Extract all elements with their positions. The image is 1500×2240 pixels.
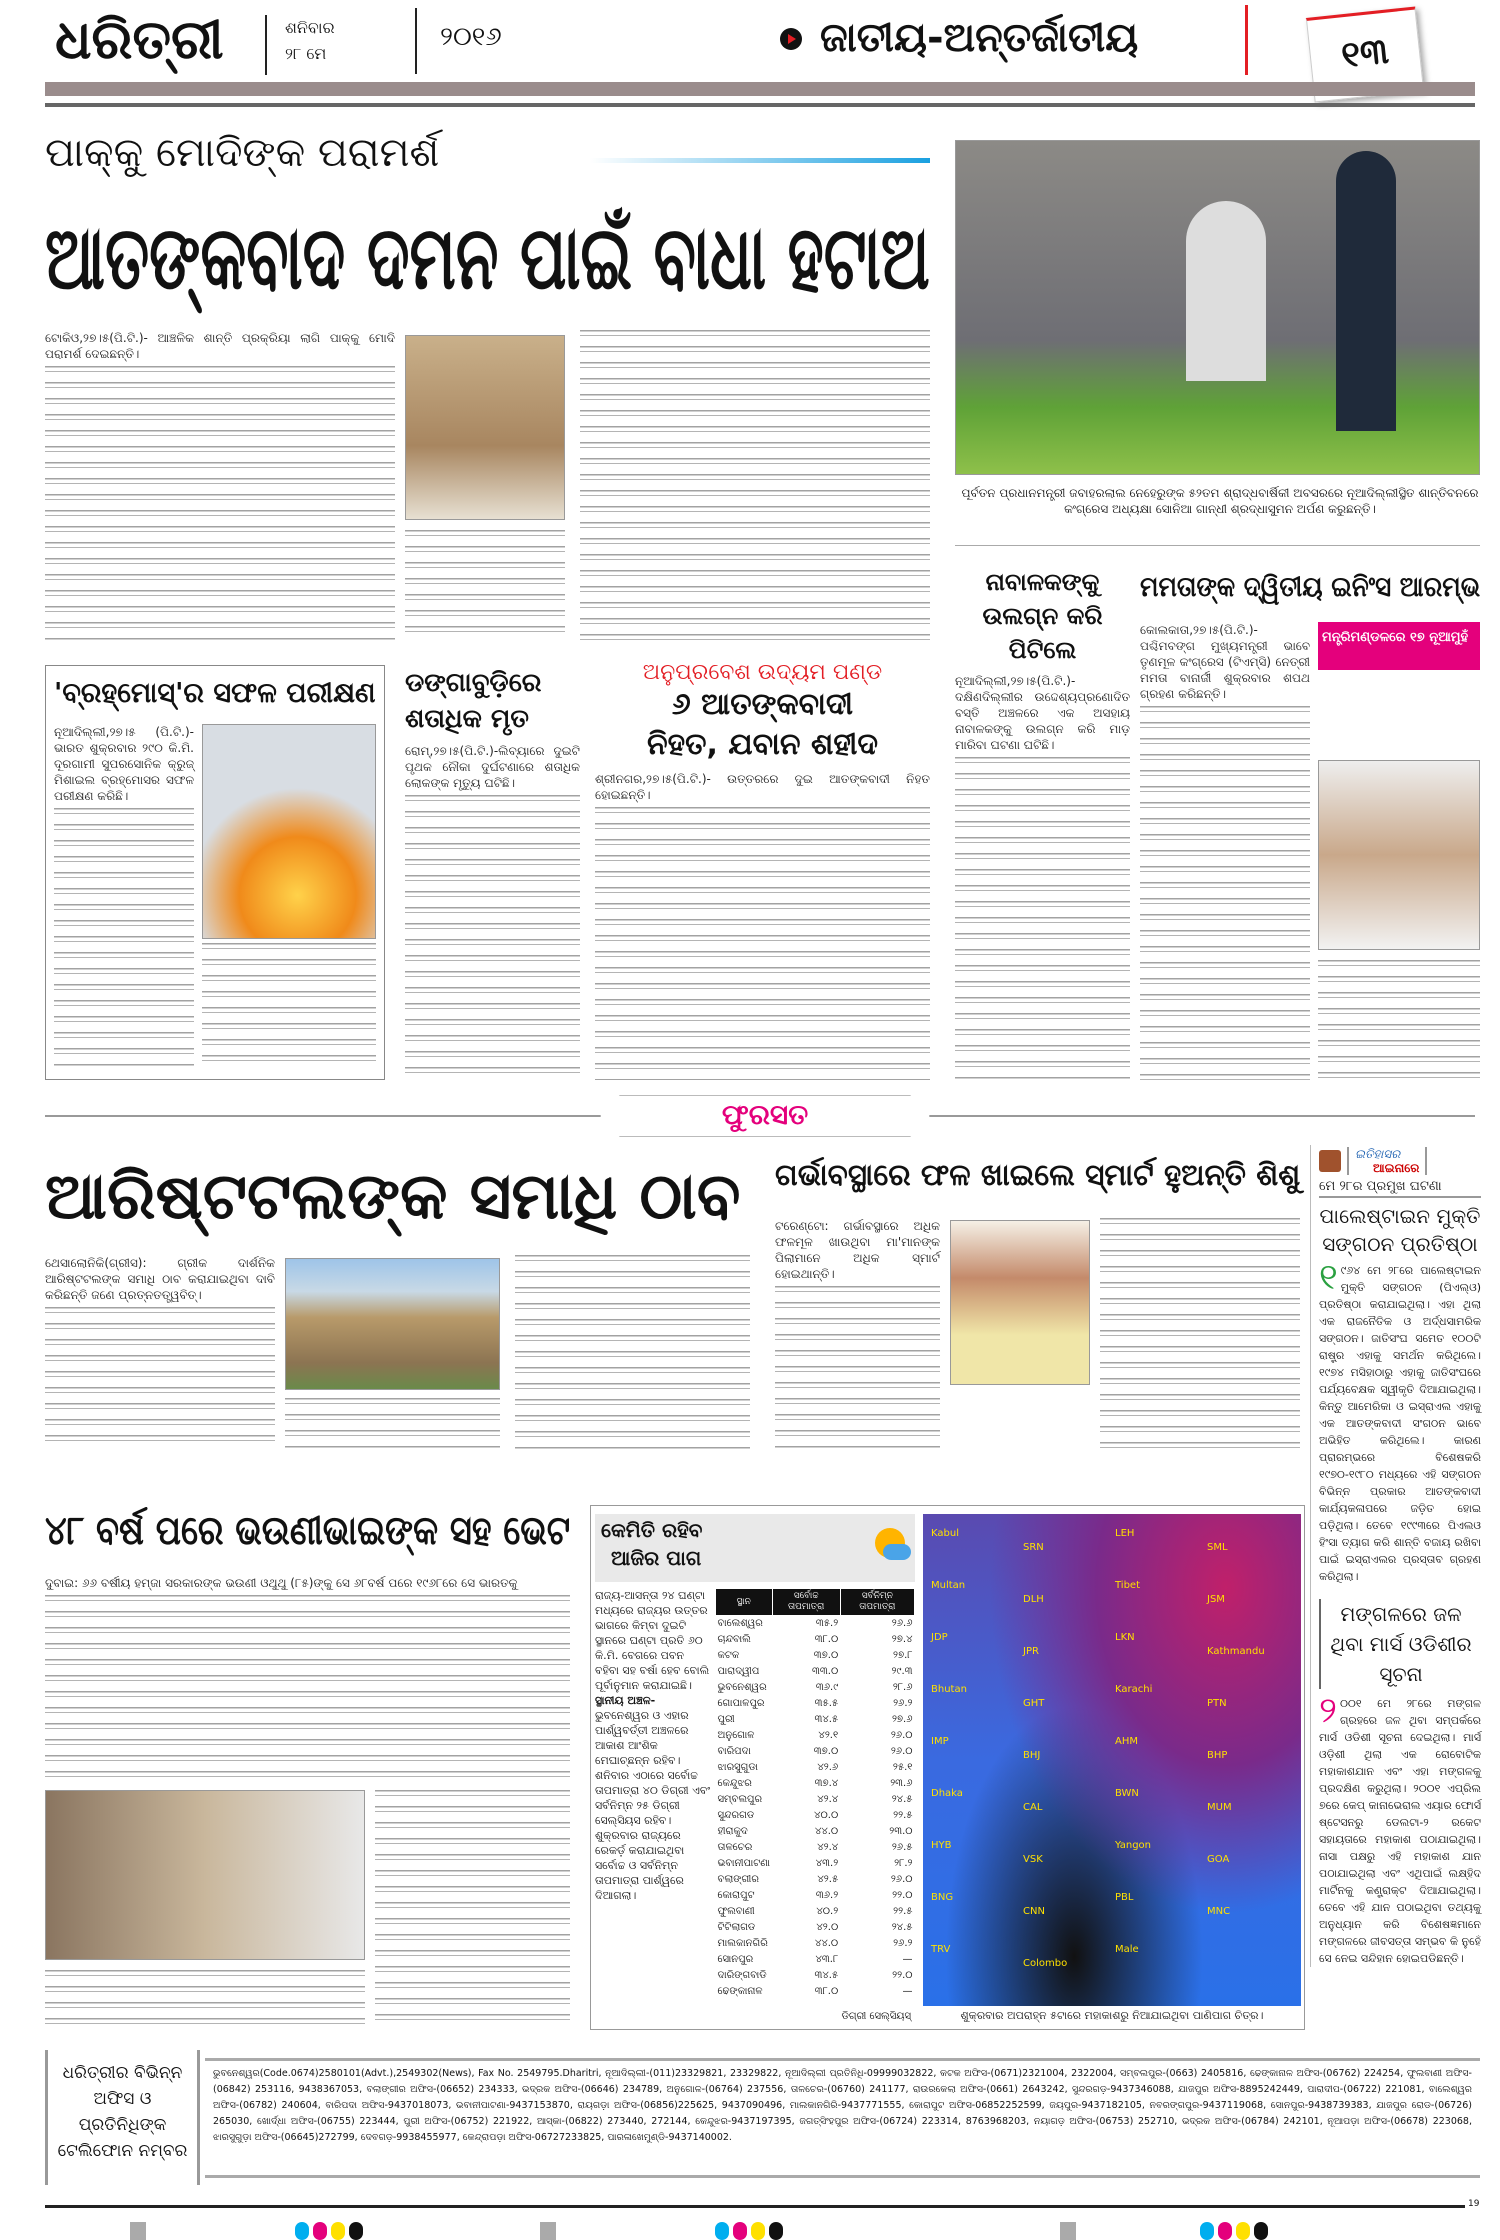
table-cell: ୨୯.୩ [891,1665,913,1677]
table-cell: ୨୨.୦ [892,1889,913,1901]
table-cell: ମାଲକାନଗିରି [717,1937,768,1949]
table-row [716,1696,915,1712]
table-cell: ୪୦.୨ [816,1905,839,1917]
satellite-map [923,1514,1301,2006]
ruins-photo [285,1258,500,1390]
table-row [716,1744,915,1760]
table-header: ସର୍ବୋଚ୍ଚ ତାପମାତ୍ରା [772,1589,840,1616]
map-label: DLH [1023,1594,1044,1605]
registration-mark [1060,2222,1076,2240]
table-cell: ୩୮.୦ [814,1985,839,1997]
table-cell: ଗୋପାଳପୁର [717,1697,765,1709]
table-cell: ପୁରୀ [717,1713,735,1725]
mamata-headline-box [1140,570,1480,604]
map-label: LEH [1115,1528,1135,1539]
dhenkanal-headline: ଡଙ୍ଗାବୁଡ଼ିରେ ଶତାଧିକ ମୃତ [405,668,542,734]
map-label: CAL [1023,1802,1043,1813]
minor-headline: ନାବାଳକଙ୍କୁ ଉଲଗ୍ନ କରି ପିଟିଲେ [982,568,1103,664]
aristotle-headline: ଆରିଷ୍ଟଟଲଙ୍କ ସମାଧି ଠାବ [45,1160,741,1234]
pregnant-woman-photo [950,1220,1090,1385]
table-row [716,1648,915,1664]
table-cell: ବଲାଙ୍ଗୀର [717,1873,759,1885]
registration-mark [540,2222,556,2240]
forecast-state: ରାଜ୍ୟ-ଆସନ୍ତା ୨୪ ଘଣ୍ଟା ମଧ୍ୟରେ ରାଜ୍ୟର ଉତ୍ତର ଭାଗରେ କିମ୍ବା ଦୁଇଟି ସ୍ଥାନରେ ଘଣ୍ଟା ପ୍ରତି ୬୦ କି.ମି. ବେଗରେ ପବନ ବହିବା ସହ ବର୍ଷା ହେବ ବୋଲି ପୂର୍ବାନୁମାନ କରାଯାଇଛି। [595,1589,710,1692]
table-cell: ୨୨.୦ [892,1969,913,1981]
table-cell: ସୋନପୁର [717,1953,754,1965]
dropcap: ୧ [1319,1257,1338,1298]
missile-photo [202,724,376,939]
table-cell: ସୁନ୍ଦରଗଡ [717,1809,755,1821]
map-label: Kabul [931,1528,959,1539]
table-cell: ୪୨.୪ [817,1793,839,1805]
divider [955,545,1480,546]
map-label: Multan [931,1580,966,1591]
map-label: JDP [931,1632,948,1643]
table-row [716,1776,915,1792]
color-mark [295,2222,309,2240]
article-column [54,724,194,1069]
table-cell: ୪୨.୧ [818,1729,839,1741]
article-lead: ଥେସାଲୋନିକି(ଗ୍ରୀସ): ଗ୍ରୀକ ଦାର୍ଶନିକ ଆରିଷ୍ଟଟଲଙ୍କ ସମାଧି ଠାବ କରାଯାଇଥିବା ଦାବି କରିଛନ୍ତି ଜଣେ ପ୍ରତ୍ନତତ୍ତ୍ୱବିତ୍। [45,1256,275,1302]
unit-label: ଡିଗ୍ରୀ ସେଲ୍‌ସିୟସ୍ [841,2011,911,2022]
table-cell: ୩୫.୫ [814,1697,839,1709]
table-cell: ୨୬.୫ [891,1841,913,1853]
page-number: ୧୩ [1339,30,1391,77]
table-cell: ୨୬.୨ [893,1937,913,1949]
article-body [405,530,565,640]
brahmos-content [54,724,376,1069]
article-body [515,1255,750,1450]
map-label: AHM [1115,1736,1138,1747]
article-body [45,1595,570,1780]
logo-text: ଇତିହାସର [1355,1147,1401,1161]
map-label: BHP [1207,1750,1228,1761]
map-label: Tibet [1115,1580,1140,1591]
sonia-gandhi-photo [955,140,1480,475]
registration-mark [130,2222,146,2240]
table-row [716,1856,915,1872]
day: ଶନିବାର [285,18,335,37]
article-column [45,1255,275,1450]
mars-headline: ମଙ୍ଗଳରେ ଜଳ ଥିବା ମାର୍ସ ଓଡିଶୀର ସୂଚନା [1319,1599,1481,1689]
table-row [716,1728,915,1744]
forecast-text [595,1588,711,1903]
pregnancy-headline: ଗର୍ଭାବସ୍ଥାରେ ଫଳ ଖାଇଲେ ସ୍ମାର୍ଟ ହୁଅନ୍ତି ଶିଶୁ [775,1158,1301,1193]
dhenkanal-column [405,665,580,1080]
weather-title: କେମିତି ରହିବ [601,1518,703,1542]
forecast-local: ଭୁବନେଶ୍ୱର ଓ ଏହାର ପାର୍ଶ୍ୱବର୍ତ୍ତୀ ଅଞ୍ଚଳରେ ଆକାଶ ଆଂଶିକ ମେଘାଚ୍ଛନ୍ନ ରହିବ। ଶନିବାର ଏଠାରେ ସର୍ବୋଚ୍ଚ ତାପମାତ୍ରା ୪୦ ଡିଗ୍ରୀ ଏବଂ ସର୍ବନିମ୍ନ ୨୫ ଡିଗ୍ରୀ ସେଲ୍‌ସିୟସ ରହିବ। ଶୁକ୍ରବାର ରାଜ୍ୟରେ ରେକର୍ଡ଼ କରାଯାଇଥିବା ସର୍ବୋଚ୍ଚ ଓ ସର୍ବନିମ୍ନ ତାପମାତ୍ରା ପାର୍ଶ୍ୱରେ ଦିଆଗଲା। [595,1709,711,1902]
table-cell: ୨୬.୦ [890,1745,913,1757]
map-label: Colombo [1023,1958,1068,1969]
color-mark [1218,2222,1232,2240]
article-body [285,1398,500,1450]
masthead-rule [45,103,1475,107]
map-label: Kathmandu [1207,1646,1265,1657]
bullet-icon [780,28,802,50]
table-cell: ୩୪.୫ [814,1713,839,1725]
brahmos-headline-box [54,676,376,716]
article-lead: ଦୁବାଇ: ୬୬ ବର୍ଷୀୟ ହମ୍‌ଜା ସରକାରଙ୍କ ଭଉଣୀ ଓଥୁଥୁ (୮୫)ଙ୍କୁ ସେ ୬୮ବର୍ଷ ପରେ ୧୯୬୮ରେ ସେ ଭାରତକୁ [45,1576,518,1590]
headline-box [45,205,930,310]
mamata-badge: ମନ୍ତ୍ରିମଣ୍ଡଳରେ ୧୭ ନୂଆମୁହଁ [1318,622,1480,670]
article-body [45,1970,365,2030]
color-mark [1236,2222,1250,2240]
top-story-kicker: ପାକ୍‌କୁ ମୋଦିଙ୍କ ପରାମର୍ଶ [45,130,440,176]
map-label: GOA [1207,1854,1230,1865]
table-cell: ୪୨.୬ [817,1761,839,1773]
divider [415,8,417,74]
minor-column [955,565,1130,1080]
table-cell: ୨୮.୨ [894,1857,913,1869]
table-cell: — [902,1953,913,1965]
table-row [716,1984,915,2000]
table-cell: ଫୁଲବାଣୀ [717,1905,755,1917]
history-body-wrap [1319,1257,1481,1585]
weather-box [590,1505,1305,2030]
footer-label-box [45,2050,200,2185]
article-lead: କୋଲକାତା,୨୭।୫(ପି.ଟି.)- ପଶ୍ଚିମବଙ୍ଗ ମୁଖ୍ୟମନ୍ତ୍ରୀ ଭାବେ ତୃଣମୂଳ କଂଗ୍ରେସ (ଟିଏମ୍‌ସି) ନେତ୍ରୀ ମମତା ବାନାର୍ଜୀ ଶୁକ୍ରବାର ଶପଥ ଗ୍ରହଣ କରିଛନ୍ତି। [1140,623,1310,701]
article-body [1140,706,1310,1080]
table-cell: ୪୩.୨ [815,1857,839,1869]
mamata-column [1140,622,1310,1080]
kicker-rule [590,158,930,163]
table-row [716,1968,915,1984]
mars-body: ୦୦୧ ମେ ୨୮ରେ ମଙ୍ଗଳ ଗ୍ରହରେ ଜଳ ଥିବା ସମ୍ପର୍କରେ ମାର୍ସ ଓଡିଶୀ ସୂଚନା ଦେଇଥିଲା। ମାର୍ସ ଓଡ଼ିଶୀ ଥିଲା ଏକ ରୋବୋଟିକ ମହାକାଶଯାନ ଏବଂ ଏହା ମଙ୍ଗଳକୁ ପ୍ରଦକ୍ଷିଣ କରୁଥିଲା। ୨୦୦୧ ଏପ୍ରିଲ ୭ରେ କେପ୍ କାନାଭେରାଲ ଏୟାର ଫୋର୍ସ ଷ୍ଟେସନରୁ ଡେଲଟା-୨ ରକେଟ ସହାୟତାରେ ମହାକାଶ ପଠାଯାଇଥିଲା। ନାସା ପକ୍ଷରୁ ଏହି ମହାକାଶ ଯାନ ପଠାଯାଇଥିଲା ଏବଂ ଏଥିପାଇଁ ଲକ୍ଷ୍ହିଦ ମାର୍ଟିନକୁ କଣ୍ଟ୍ରାକ୍ଟ ଦିଆଯାଇଥିଲା। ତେବେ ଏହି ଯାନ ପଠାଇଥିବା ତଥ୍ୟକୁ ଅନୁଧ୍ୟାନ କରି ବିଶେଷଜ୍ଞମାନେ ମଙ୍ଗଳରେ ଜୀବସତ୍ତା ସମ୍ଭବ କି ନୁହେଁ ସେ ନେଇ ସନ୍ଦିହାନ ହୋଇପଡିଛନ୍ତି। [1319,1697,1482,1965]
article-body [45,1307,275,1450]
sun-cloud-icon [875,1528,905,1558]
map-label: Yangon [1115,1840,1152,1851]
infiltration-kicker: ଅନୁପ୍ରବେଶ ଉଦ୍ୟମ ପଣ୍ଡ [642,660,883,685]
table-row [716,1760,915,1776]
map-label: IMP [931,1736,949,1747]
table-cell: କେନ୍ଦୁଝର [717,1777,752,1789]
color-mark [349,2222,363,2240]
article-lead: ନୂଆଦିଲ୍ଲୀ,୨୭।୫ (ପି.ଟି.)- ଭାରତ ଶୁକ୍ରବାର ୨୯୦ କି.ମି. ଦୂରଗାମୀ ସୁପରସୋନିକ କ୍ରୁଜ୍ ମିଶାଇଲ ବ୍ରହ୍ମୋସର ସଫଳ ପରୀକ୍ଷଣ କରିଛି। [54,725,194,803]
brahmos-right [202,724,376,1069]
table-cell: ୨୭.୮ [893,1649,913,1661]
table-cell: — [902,1985,913,1997]
table-cell: ୩୬.୨ [815,1889,839,1901]
footer-label: ଧରିତ୍ରୀର ବିଭିନ୍ନ ଅଫିସ ଓ ପ୍ରତିନିଧିଙ୍କ ଟେଲିଫୋନ ନମ୍ବର [57,2063,188,2161]
table-cell: ୨୬.୦ [890,1729,913,1741]
reunion-headline-box [45,1508,570,1554]
reunion-headline: ୪୮ ବର୍ଷ ପରେ ଭଉଣୀଭାଇଙ୍କ ସହ ଭେଟ [45,1508,571,1554]
article-lead: ନୂଆଦିଲ୍ଲୀ,୨୭।୫(ପି.ଟି.)- ଦକ୍ଷିଣଦିଲ୍ଲୀର ଉଦ୍ଦେଶ୍ୟପ୍ରଣୋଦିତ ବସ୍ତି ଅଞ୍ଚଳରେ ଏକ ଅସହାୟ ନାବାଳକଙ୍କୁ ଉଲଗ୍ନ କରି ମାଡ଼ ମାରିବା ଘଟଣା ଘଟିଛି। [955,674,1130,752]
table-row [716,1792,915,1808]
article-body [775,1286,940,1450]
table-row [716,1920,915,1936]
map-label: PBL [1115,1892,1134,1903]
article-column [775,1218,940,1450]
history-body: ୯୬୪ ମେ ୨୮ରେ ପାଲେଷ୍ଟାଇନ ମୁକ୍ତି ସଙ୍ଗଠନ (ପିଏଲ୍‌ଓ) ପ୍ରତିଷ୍ଠା କରାଯାଇଥିଲା। ଏହା ଥିଲା ଏକ ରାଜନୈତିକ ଓ ଅର୍ଦ୍ଧସାମରିକ ସଙ୍ଗଠନ। ଜାତିସଂଘ ସମେତ ୧୦୦ଟି ରାଷ୍ଟ୍ର ଏହାକୁ ସମର୍ଥନ କରିଥିଲେ। ୧୯୭୪ ମସିହାଠାରୁ ଏହାକୁ ଜାତିସଂଘରେ ପର୍ଯ୍ୟବେକ୍ଷକ ସ୍ୱୀକୃତି ଦିଆଯାଇଥିଲା। କିନ୍ତୁ ଆମେରିକା ଓ ଇସ୍ରାଏଲ ଏହାକୁ ଏକ ଆତଙ୍କବାଦୀ ସଂଗଠନ ଭାବେ ଅଭିହିତ କରିଥିଲେ। କାରଣ ପ୍ରାରମ୍ଭରେ ବିଶେଷକରି ୧୯୭୦-୧୯୮୦ ମଧ୍ୟରେ ଏହି ସଙ୍ଗଠନ ବିଭିନ୍ନ ପ୍ରକାର ଆତଙ୍କବାଦୀ କାର୍ଯ୍ୟକଳାପରେ ଜଡ଼ିତ ହୋଇ ପଡ଼ିଥିଲା। ତେବେ ୧୯୯୩ରେ ପିଏଲଓ ହିଂସା ତ୍ୟାଗ କରି ଶାନ୍ତି ବଜାୟ ରଖିବା ପାଇଁ ଇସ୍ରାଏଲର ପ୍ରସ୍ତାବ ଗ୍ରହଣ କରିଥିଲା। [1319,1264,1481,1583]
mamata-headline: ମମତାଙ୍କ ଦ୍ୱିତୀୟ ଇନିଂସ ଆରମ୍ଭ [1140,570,1481,603]
year: ୨୦୧୬ [440,22,502,52]
table-cell: ୩୭.୦ [813,1745,839,1757]
table-row [716,1952,915,1968]
table-header: ସ୍ଥାନ [716,1589,773,1616]
table-row [716,1808,915,1824]
map-label: Karachi [1115,1684,1153,1695]
color-mark [331,2222,345,2240]
color-mark [313,2222,327,2240]
divider [1245,5,1248,75]
books-icon [1319,1150,1341,1172]
table-row [716,1712,915,1728]
weather-title-panel [595,1514,915,1582]
infiltration-headline: ନିହତ, ଯବାନ ଶହୀଦ [646,727,879,762]
history-logo [1347,1147,1427,1175]
color-mark [733,2222,747,2240]
history-subtitle: ମେ ୨୮ର ପ୍ରମୁଖ ଘଟଣା [1319,1177,1481,1198]
mars-body-wrap [1319,1690,1482,1967]
article-column [45,1575,570,1780]
table-row [716,1616,915,1632]
table-cell: ଟିଟିଲାଗଡ [717,1921,756,1933]
article-lead: ଶ୍ରୀନଗର,୨୭।୫(ପି.ଟି.)- ଉତ୍ତରରେ ଦୁଇ ଆତଙ୍କବାଦୀ ନିହତ ହୋଇଛନ୍ତି। [595,772,930,802]
color-mark [715,2222,729,2240]
paper-name-box [55,8,255,72]
photo-caption: ପୂର୍ବତନ ପ୍ରଧାନମନ୍ତ୍ରୀ ଜବାହରଲାଲ ନେହେରୁଙ୍କ ୫୨ତମ ଶ୍ରାଦ୍ଧବାର୍ଷିକୀ ଅବସରରେ ନୂଆଦିଲ୍ଲୀସ୍ଥିତ ଶାନ୍ତିବନରେ କଂଗ୍ରେସ ଅଧ୍ୟକ୍ଷା ସୋନିଆ ଗାନ୍ଧୀ ଶ୍ରଦ୍ଧାସୁମନ ଅର୍ପଣ କରୁଛନ୍ତି। [961,486,1479,516]
map-label: SRN [1023,1542,1044,1553]
divider [265,15,267,75]
table-row [716,1888,915,1904]
map-label: VSK [1023,1854,1043,1865]
section-title: ଜାତୀୟ-ଅନ୍ତର୍ଜାତୀୟ [820,15,1139,61]
table-cell: ୪୩.୮ [815,1953,839,1965]
local-label: ସ୍ଥାନୀୟ ଅଞ୍ଚଳ- [595,1694,656,1707]
bottom-rule [45,2205,1465,2208]
table-cell: ବାରିପଦା [717,1745,751,1757]
color-mark [769,2222,783,2240]
map-label: TRV [931,1944,951,1955]
infiltration-column [595,660,930,1080]
table-row [716,1936,915,1952]
table-row [716,1664,915,1680]
map-label: CNN [1023,1906,1045,1917]
map-label: BWN [1115,1788,1139,1799]
section-band-label: ଫୁରସତ [721,1098,809,1131]
date: ୨୮ ମେ [285,44,327,63]
map-caption: ଶୁକ୍ରବାର ଅପରାହ୍ନ ୫ଟାରେ ମହାକାଶରୁ ନିଆଯାଇଥିବା ପାଣିପାଗ ଚିତ୍ର। [960,2009,1264,2022]
table-cell: ହୀରାକୁଦ [717,1825,748,1837]
table-cell: ଅନୁଗୋଳ [717,1729,755,1741]
table-cell: କଟକ [717,1649,740,1661]
table-cell: ୪୨.୦ [816,1921,839,1933]
table-cell: ୩୭.୪ [814,1777,839,1789]
article-body [580,330,930,640]
article-body [405,795,580,1080]
top-story-headline: ଆତଙ୍କବାଦ ଦମନ ପାଇଁ ବାଧା ହଟାଅ [45,206,930,309]
article-body [955,757,1130,1080]
map-label: MNC [1207,1906,1231,1917]
table-cell: ଭୁବନେଶ୍ୱର [717,1681,767,1693]
map-label: MUM [1207,1802,1232,1813]
table-cell: ୨୫.୧ [892,1761,913,1773]
map-label: JPR [1023,1646,1039,1657]
article-body [54,808,194,1069]
map-label: Male [1115,1944,1139,1955]
table-cell: କୋରାପୁଟ [717,1889,755,1901]
table-row [716,1680,915,1696]
map-label: SML [1207,1542,1228,1553]
table-cell: ୨୨.୫ [893,1809,913,1821]
color-mark [1254,2222,1268,2240]
article-lead: ଟୋକିଓ,୨୭।୫(ପି.ଟି.)- ଆଞ୍ଚଳିକ ଶାନ୍ତି ପ୍ରକ୍ରିୟା ଲାଗି ପାକ୍‌କୁ ମୋଦି ପରାମର୍ଶ ଦେଇଛନ୍ତି। [45,331,395,361]
table-cell: ୩୮.୦ [814,1633,839,1645]
table-cell: ୨୨.୫ [893,1905,913,1917]
table-cell: ୩୭.୦ [813,1649,839,1661]
pregnancy-headline-box [775,1158,1300,1193]
map-label: BNG [931,1892,954,1903]
table-cell: ୨୮.୬ [892,1681,913,1693]
table-cell: ୩୬.୯ [815,1681,839,1693]
footer-text: ଭୁବନେଶ୍ୱର(Code.0674)2580101(Advt.),2549302(News), Fax No. 2549795.Dharitri, ନୂଆଦିଲ୍ଲୀ-(011)23329821, 23329822, ନୂଆଦିଲ୍ଲୀ ପ୍ରତିନିଧି-09999032822, କଟକ ଅଫିସ-(0671)2321004, 2322004, ସମ୍ବଲପୁର-(0663) 2405816, ଢେଙ୍କାନାଳ ଅଫିସ-(06762) 224254, ଫୁଲବାଣୀ ଅଫିସ-(06842) 253116, 9438367053, ବଲାଙ୍ଗୀର ଅଫିସ-(06652) 234333, ଭଦ୍ରକ ଅଫିସ-(06646) 234789, ଅନୁଗୋଳ-(06764) 237556, ତାଳଚେର-(06760) 241177, ରାଉରକେଲା ଅଫିସ-(0661) 2643242, ସୁନ୍ଦରଗଡ଼-9437346088, ଯାଜପୁର ଅଫିସ-8895242449, ପାରାଦୀପ-(06722) 221081, ବାଲେଶ୍ୱର ଅଫିସ-(06782) 240604, ବାରିପଦା ଅଫିସ-9437018073, ଭବାନୀପାଟଣା-9437153870, ରାୟଗଡ଼ା ଅଫିସ-(06856)225625, 9437090496, ମାଲକାନଗିରି-9437771555, କୋରାପୁଟ ଅଫିସ-06852252599, ଜୟପୁର-9437182105, ନବରଙ୍ଗପୁର-9437119068, ସୋନପୁର-9438739383, ଯାଜପୁର ରୋଡ-(06726) 265030, ଖୋର୍ଦ୍ଧା ଅଫିସ-(06755) 223444, ପୁରୀ ଅଫିସ-(06752) 221922, ଆସ୍କା-(06822) 273440, 272144, କେନ୍ଦୁଝର-9437197395, ଜଗତ୍‌ସିଂହପୁର ଅଫିସ-(06724) 223314, 8763968203, ନୟାଗଡ଼ ଅଫିସ-(06753) 252710, ଭଦ୍ରକ ଅଫିସ-(06784) 242101, ନୂଆପଡ଼ା ଅଫିସ-(06678) 223068, ଝାରସୁଗୁଡ଼ା ଅଫିସ-(06645)272799, ଦେବଗଡ଼-9938455977, କେନ୍ଦ୍ରାପଡ଼ା ଅଫିସ-06727233825, ପାରଳାଖେମୁଣ୍ଡି-9437140002. [213,2068,1472,2143]
table-cell: ଝାରସୁଗୁଡା [717,1761,759,1773]
aristotle-headline-box [45,1160,750,1234]
article-lead: ଟରେଣ୍ଟୋ: ଗର୍ଭାବସ୍ଥାରେ ଅଧିକ ଫଳମୂଳ ଖାଉଥିବା ମା'ମାନଙ୍କ ପିଲାମାନେ ଅଧିକ ସ୍ମାର୍ଟ ହୋଇଥାନ୍ତି। [775,1219,940,1281]
table-row [716,1840,915,1856]
map-label: HYB [931,1840,952,1851]
reunion-photo [45,1790,365,1960]
map-label: BHJ [1023,1750,1041,1761]
mamata-photo [1318,760,1480,950]
history-sidebar [1310,1145,1488,1967]
table-row [716,1632,915,1648]
table-cell: ୩୩.୦ [812,1665,839,1677]
logo-text: ଆଇନାରେ [1373,1161,1420,1175]
table-header: ସର୍ବନିମ୍ନ ତାପମାତ୍ରା [840,1589,914,1616]
table-cell: ୨୩.୬ [890,1777,913,1789]
map-label: GHT [1023,1698,1045,1709]
article-body [1100,1218,1300,1450]
map-label: LKN [1115,1632,1135,1643]
temperature-table [715,1588,915,2000]
table-cell: ଦାରିଙ୍ଗବାଡି [717,1969,767,1981]
article-column [45,330,395,640]
table-cell: ୨୬.୦ [890,1873,913,1885]
article-body [45,366,395,640]
color-mark [1200,2222,1214,2240]
article-body [595,807,930,1080]
table-cell: ୨୭.୪ [891,1633,913,1645]
map-label: JSM [1207,1594,1225,1605]
modi-photo [405,335,565,520]
paper-name: ଧରିତ୍ରୀ [55,8,224,71]
brahmos-headline: 'ବ୍ରହ୍ମୋସ୍'ର ସଫଳ ପରୀକ୍ଷଣ [54,676,376,709]
table-cell: ଭବାନୀପାଟଣା [717,1857,771,1869]
weather-title: ଆଜିର ପାଗ [611,1546,702,1570]
dropcap: ୨ [1319,1690,1337,1731]
article-lead: ରୋମ୍,୨୭।୫(ପି.ଟି.)-ଲିବ୍ୟାରେ ଦୁଇଟି ପୃଥକ ନୌକା ଦୁର୍ଘଟଣାରେ ଶତାଧିକ ଲୋକଙ୍କ ମୃତ୍ୟୁ ଘଟିଛି। [405,744,580,790]
table-cell: ୨୪.୫ [891,1921,913,1933]
table-cell: ପାରାଦ୍ୱୀପ [717,1665,760,1677]
map-label: Dhaka [931,1788,963,1799]
map-label: Bhutan [931,1684,967,1695]
footer-contacts [205,2058,1480,2178]
table-cell: ୪୪.୦ [814,1937,839,1949]
table-cell: ୨୬.୨ [893,1697,913,1709]
print-page: 19 [1468,2199,1480,2209]
masthead-band [45,82,1475,96]
article-body [202,943,376,1069]
table-cell: ଢେଙ୍କାନାଳ [717,1985,763,1997]
section-title-box [820,15,1230,61]
table-cell: ୨୬.୬ [891,1617,913,1629]
table-cell: ତାଳଚେର [717,1841,753,1853]
table-cell: ଚାନ୍ଦବାଲି [717,1633,751,1645]
article-body [375,1790,570,2030]
table-row [716,1824,915,1840]
color-mark [751,2222,765,2240]
infiltration-headline: ୬ ଆତଙ୍କବାଦୀ [671,687,854,722]
kicker-box [45,130,575,176]
table-cell: ବାଲେଶ୍ୱର [717,1617,763,1629]
map-label: PTN [1207,1698,1227,1709]
table-cell: ୪୪.୦ [814,1825,839,1837]
table-cell: ୨୪.୫ [891,1793,913,1805]
table-cell: ୪୨.୫ [817,1873,839,1885]
table-cell: ସମ୍ବଲପୁର [717,1793,763,1805]
article-body [1318,960,1480,1080]
table-row [716,1872,915,1888]
brahmos-box [45,665,385,1080]
history-headline: ପାଲେଷ୍ଟାଇନ ମୁକ୍ତି ସଙ୍ଗଠନ ପ୍ରତିଷ୍ଠା [1319,1204,1481,1256]
history-logo-row [1319,1145,1488,1177]
table-cell: ୩୪.୫ [814,1969,839,1981]
table-cell: ୨୩.୦ [889,1825,913,1837]
table-row [716,1904,915,1920]
table-cell: ୪୨.୪ [817,1841,839,1853]
table-cell: ୪୦.୦ [814,1809,839,1821]
table-cell: ୨୭.୬ [891,1713,913,1725]
table-cell: ୩୫.୨ [815,1617,839,1629]
